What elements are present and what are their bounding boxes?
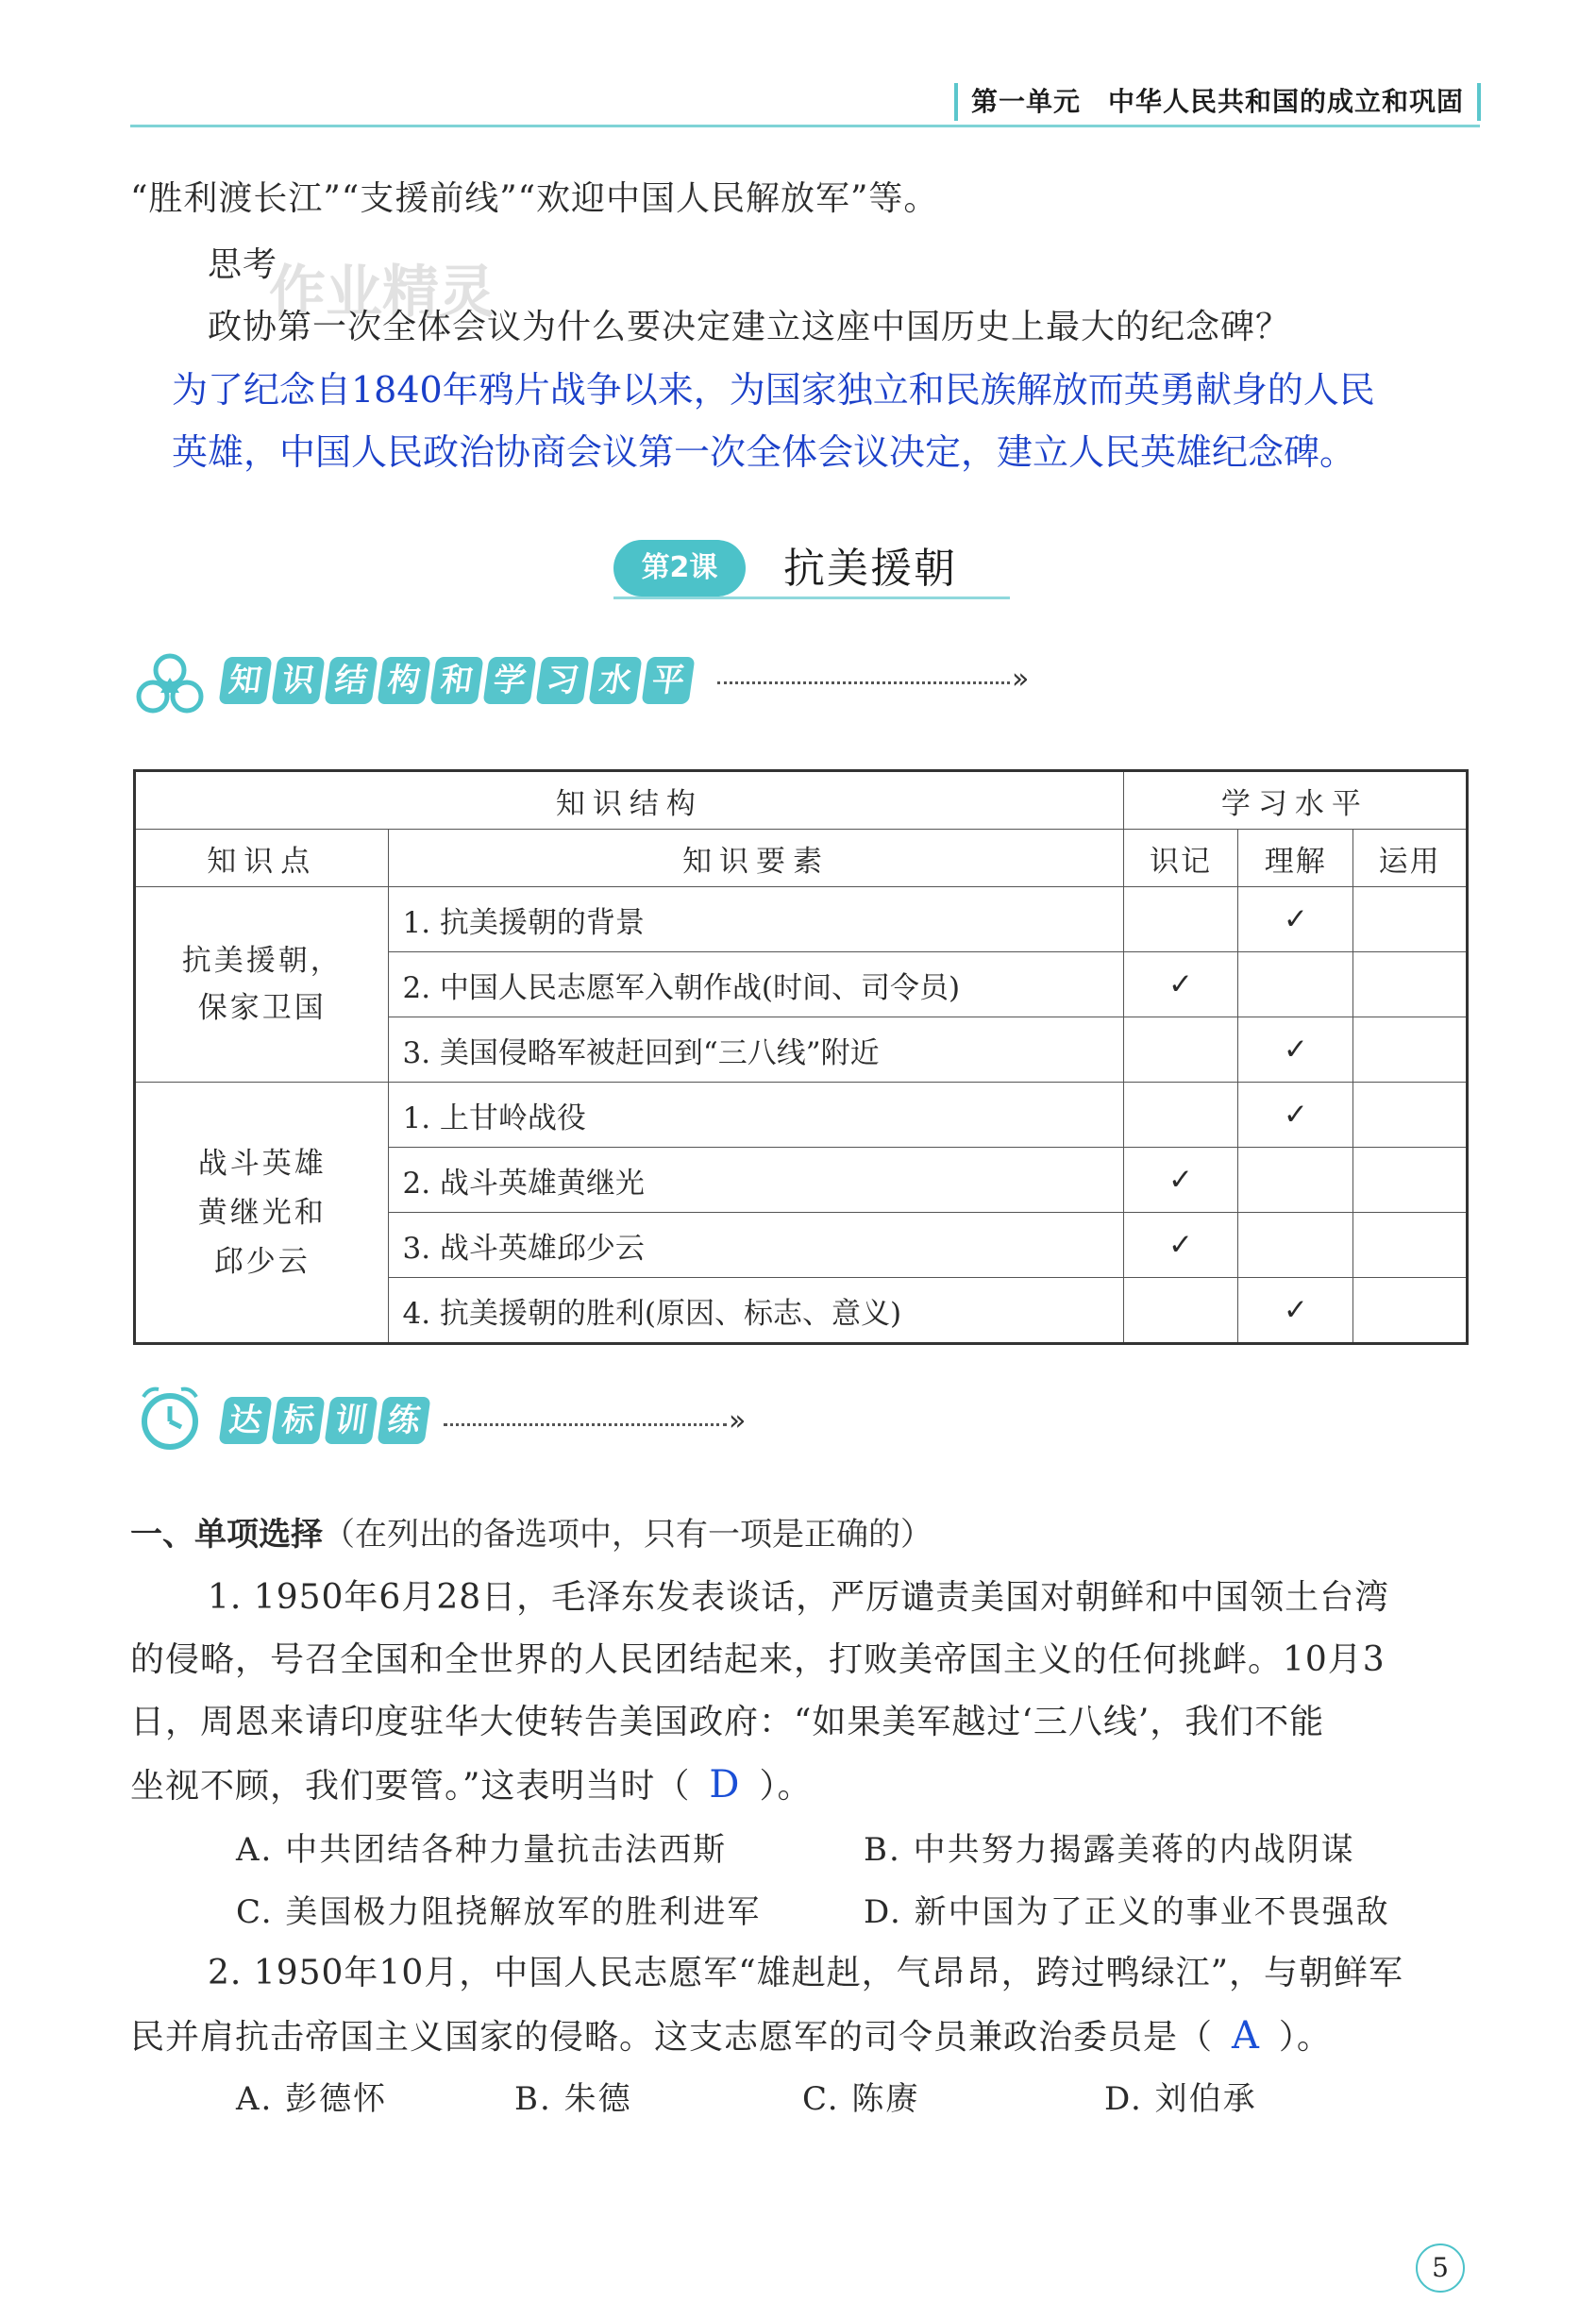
knowledge-element: 1. 抗美援朝的背景 bbox=[389, 887, 1123, 952]
section-char: 识 bbox=[271, 657, 325, 704]
chevron-right-icon: » bbox=[729, 1404, 747, 1437]
section-char: 知 bbox=[218, 657, 272, 704]
understand-check bbox=[1238, 1213, 1353, 1278]
remember-check bbox=[1123, 1083, 1238, 1148]
understand-check bbox=[1238, 952, 1353, 1017]
knowledge-element: 1. 上甘岭战役 bbox=[389, 1083, 1123, 1148]
q1-answer: D bbox=[709, 1763, 741, 1806]
section-char: 练 bbox=[377, 1397, 430, 1444]
think-question: 政协第一次全体会议为什么要决定建立这座中国历史上最大的纪念碑？ bbox=[208, 308, 1291, 346]
apply-check bbox=[1353, 1213, 1468, 1278]
understand-check: ✓ bbox=[1238, 1083, 1353, 1148]
knowledge-element: 2. 战斗英雄黄继光 bbox=[389, 1148, 1123, 1213]
chevron-right-icon: » bbox=[1012, 663, 1030, 696]
col-element: 知识要素 bbox=[389, 830, 1123, 887]
q1-line-2: 的侵略，号召全国和全世界的人民团结起来，打败美帝国主义的任何挑衅。10月3 bbox=[130, 1640, 1386, 1679]
knowledge-point: 战斗英雄 黄继光和 邱少云 bbox=[135, 1083, 389, 1344]
section-char: 学 bbox=[482, 657, 536, 704]
q2-answer: A bbox=[1232, 2014, 1260, 2058]
section-char: 达 bbox=[218, 1397, 272, 1444]
col-remember: 识记 bbox=[1123, 830, 1238, 887]
apply-check bbox=[1353, 1083, 1468, 1148]
understand-check: ✓ bbox=[1238, 1278, 1353, 1344]
q2-option-c: C. 陈赓 bbox=[802, 2080, 920, 2118]
remember-check: ✓ bbox=[1123, 1148, 1238, 1213]
knowledge-element: 4. 抗美援朝的胜利(原因、标志、意义) bbox=[389, 1278, 1123, 1344]
section-char: 结 bbox=[324, 657, 378, 704]
q1-option-d: D. 新中国为了正义的事业不畏强敌 bbox=[864, 1893, 1390, 1931]
section-char: 标 bbox=[271, 1397, 325, 1444]
watermark: 作业精灵 bbox=[269, 260, 496, 326]
intro-line: “胜利渡长江”“支援前线”“欢迎中国人民解放军”等。 bbox=[130, 179, 939, 218]
alarm-clock-icon bbox=[132, 1380, 208, 1455]
q1-line-3: 日，周恩来请印度驻华大使转告美国政府：“如果美军越过‘三八线’，我们不能 bbox=[130, 1703, 1325, 1741]
exercise-heading: 一、单项选择（在列出的备选项中，只有一项是正确的） bbox=[130, 1516, 932, 1554]
apply-check bbox=[1353, 887, 1468, 952]
section-char: 构 bbox=[377, 657, 430, 704]
knowledge-element: 3. 战斗英雄邱少云 bbox=[389, 1213, 1123, 1278]
apply-check bbox=[1353, 1017, 1468, 1083]
apply-check bbox=[1353, 1148, 1468, 1213]
remember-check: ✓ bbox=[1123, 1213, 1238, 1278]
col-point: 知识点 bbox=[135, 830, 389, 887]
section-char: 平 bbox=[641, 657, 695, 704]
understand-check: ✓ bbox=[1238, 1017, 1353, 1083]
answer-line-1: 为了纪念自1840年鸦片战争以来，为国家独立和民族解放而英勇献身的人民 bbox=[172, 369, 1375, 411]
q1-line-4: 坐视不顾，我们要管。”这表明当时（ D ）。 bbox=[130, 1763, 813, 1806]
q2-option-b: B. 朱德 bbox=[514, 2080, 632, 2118]
section-char: 习 bbox=[535, 657, 589, 704]
knowledge-element: 3. 美国侵略军被赶回到“三八线”附近 bbox=[389, 1017, 1123, 1083]
knowledge-table bbox=[133, 769, 1469, 1345]
q2-option-d: D. 刘伯承 bbox=[1104, 2080, 1257, 2118]
lesson-title: 抗美援朝 bbox=[783, 545, 957, 593]
knowledge-element: 2. 中国人民志愿军入朝作战(时间、司令员) bbox=[389, 952, 1123, 1017]
header-level: 学习水平 bbox=[1123, 771, 1467, 830]
remember-check bbox=[1123, 887, 1238, 952]
table-row bbox=[135, 887, 1468, 952]
knowledge-point: 抗美援朝， 保家卫国 bbox=[135, 887, 389, 1083]
unit-title: 第一单元 中华人民共和国的成立和巩固 bbox=[954, 83, 1481, 121]
section-char: 水 bbox=[588, 657, 642, 704]
section-char: 训 bbox=[324, 1397, 378, 1444]
table-row bbox=[135, 1083, 1468, 1148]
remember-check bbox=[1123, 1278, 1238, 1344]
section-heading-knowledge bbox=[222, 657, 692, 714]
understand-check: ✓ bbox=[1238, 887, 1353, 952]
q2-line-1: 2. 1950年10月，中国人民志愿军“雄赳赳，气昂昂，跨过鸭绿江”，与朝鲜军 bbox=[208, 1954, 1404, 1992]
q1-line-1: 1. 1950年6月28日，毛泽东发表谈话，严厉谴责美国对朝鲜和中国领土台湾 bbox=[208, 1578, 1390, 1617]
answer-line-2: 英雄，中国人民政治协商会议第一次全体会议决定，建立人民英雄纪念碑。 bbox=[172, 431, 1356, 473]
knowledge-structure-icon bbox=[132, 651, 208, 717]
section-char: 和 bbox=[429, 657, 483, 704]
q1-option-a: A. 中共团结各种力量抗击法西斯 bbox=[236, 1831, 728, 1869]
q1-option-b: B. 中共努力揭露美蒋的内战阴谋 bbox=[864, 1831, 1355, 1869]
remember-check: ✓ bbox=[1123, 952, 1238, 1017]
dotted-leader bbox=[717, 681, 1010, 684]
lesson-underline bbox=[613, 597, 1010, 599]
q1-option-c: C. 美国极力阻挠解放军的胜利进军 bbox=[236, 1893, 762, 1931]
col-apply: 运用 bbox=[1353, 830, 1468, 887]
q2-option-a: A. 彭德怀 bbox=[236, 2080, 388, 2118]
apply-check bbox=[1353, 1278, 1468, 1344]
think-label: 思考 bbox=[208, 245, 278, 284]
col-understand: 理解 bbox=[1238, 830, 1353, 887]
apply-check bbox=[1353, 952, 1468, 1017]
header-structure: 知识结构 bbox=[135, 771, 1124, 830]
remember-check bbox=[1123, 1017, 1238, 1083]
q2-line-2: 民并肩抗击帝国主义国家的侵略。这支志愿军的司令员兼政治委员是（ A ）。 bbox=[130, 2014, 1332, 2058]
dotted-leader bbox=[444, 1423, 727, 1426]
section-heading-practice bbox=[222, 1397, 428, 1454]
page-number: 5 bbox=[1416, 2243, 1465, 2293]
understand-check bbox=[1238, 1148, 1353, 1213]
lesson-badge: 第2课 bbox=[613, 540, 746, 597]
